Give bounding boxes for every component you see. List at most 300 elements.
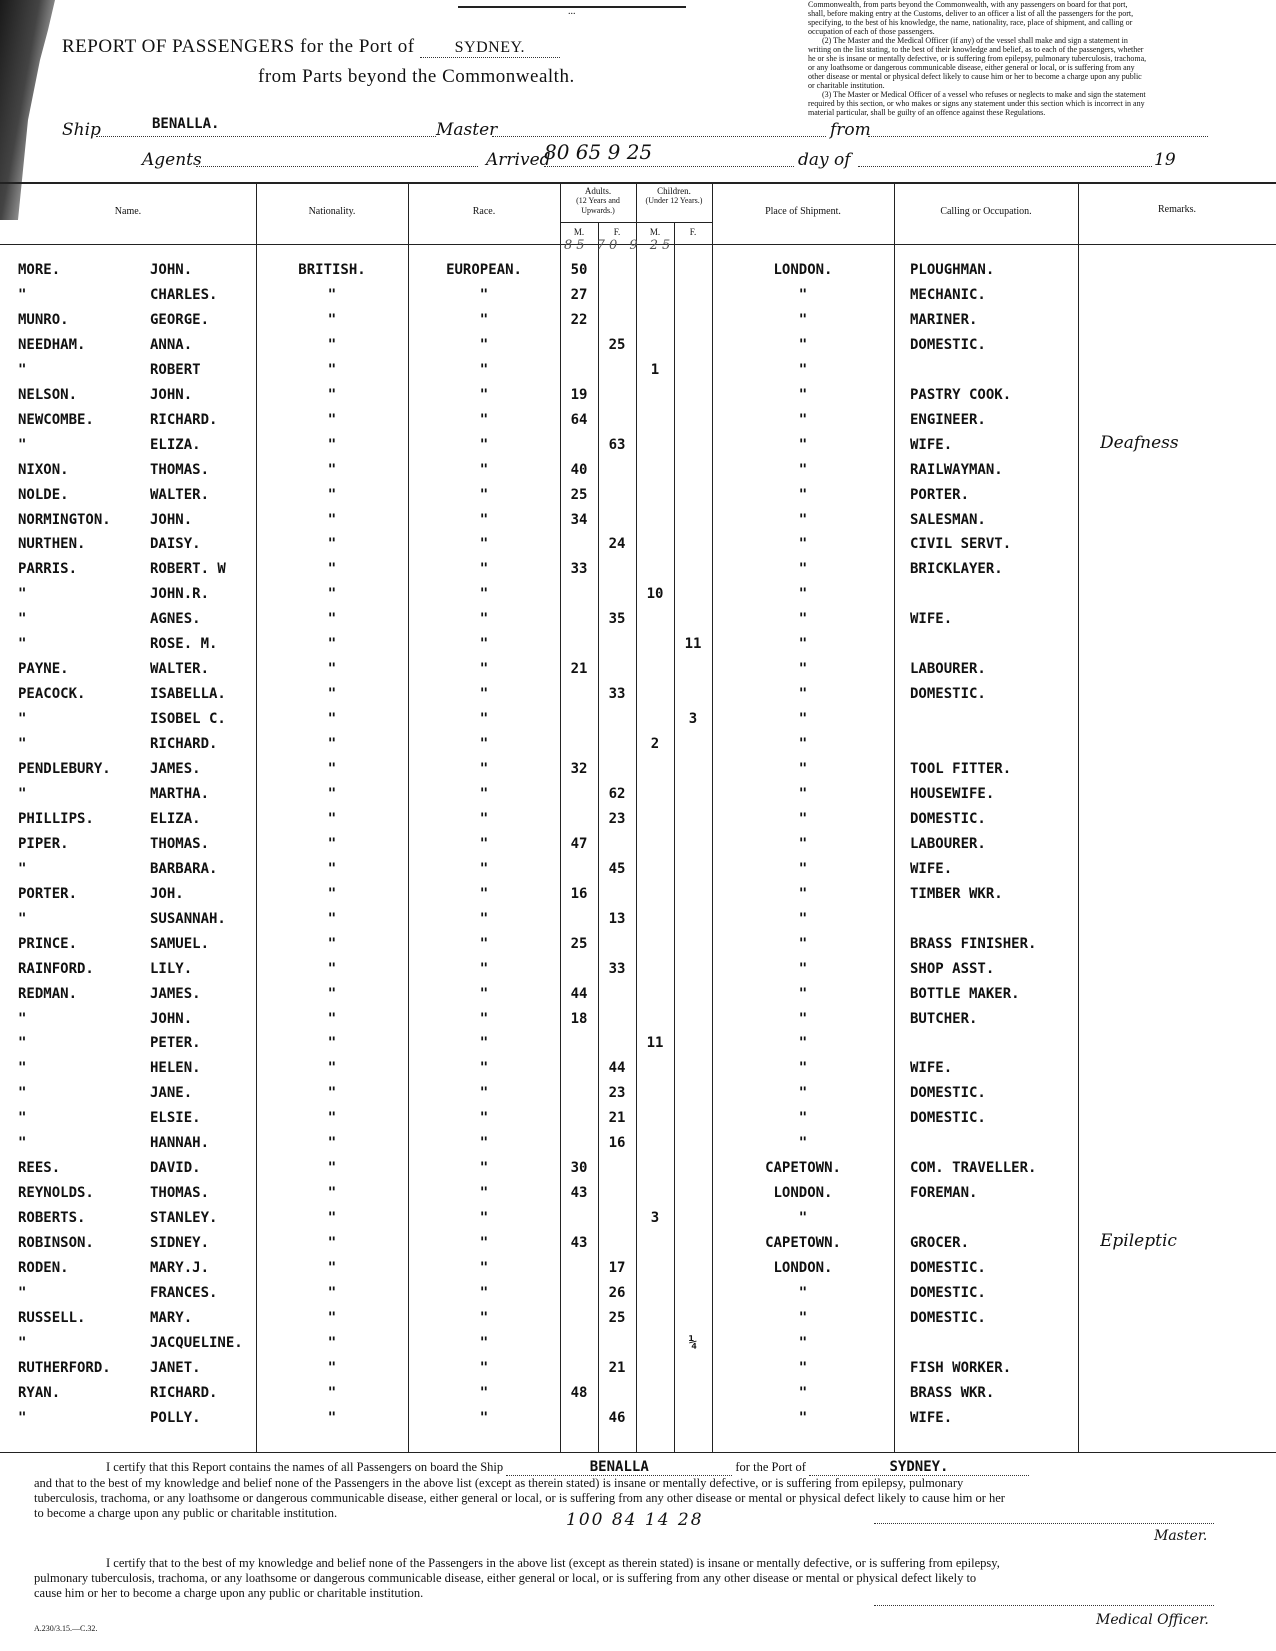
given-name-cell: HELEN. xyxy=(150,1060,201,1077)
nationality-cell: " xyxy=(327,1185,337,1202)
adult-male-age-cell: 16 xyxy=(570,885,588,902)
surname-cell: REDMAN. xyxy=(18,985,78,1002)
given-name-cell: GEORGE. xyxy=(150,311,210,328)
children-sub: (Under 12 Years.) xyxy=(645,196,703,205)
adult-male-age-cell: 21 xyxy=(570,661,588,678)
passenger-row xyxy=(0,561,1276,583)
nationality-cell: " xyxy=(327,686,337,703)
passenger-row xyxy=(0,1011,1276,1033)
occupation-cell: PORTER. xyxy=(910,486,970,503)
master-label: Master xyxy=(436,120,498,140)
nationality-cell: " xyxy=(327,835,337,852)
occupation-cell: LABOURER. xyxy=(910,661,986,678)
race-cell: " xyxy=(479,1284,489,1301)
adult-male-age-cell: 33 xyxy=(570,561,588,578)
form-code: A.230/3.15.—C.32. xyxy=(34,1624,98,1633)
report-title xyxy=(62,36,560,58)
nationality-cell: " xyxy=(327,860,337,877)
passenger-row xyxy=(0,911,1276,933)
adult-female-age-cell: 21 xyxy=(608,1110,626,1127)
table-bottom-rule xyxy=(0,1452,1276,1453)
nationality-cell: " xyxy=(327,486,337,503)
master-field xyxy=(492,116,826,137)
given-name-cell: HANNAH. xyxy=(150,1135,210,1152)
regulation-line: shall, before making entry at the Customs, deliver to an officer a list of all the passengers for the port, xyxy=(808,9,1134,18)
surname-cell: " xyxy=(18,436,27,453)
adult-female-age-cell: 25 xyxy=(608,1309,626,1326)
place-of-shipment-cell: " xyxy=(798,686,808,703)
given-name-cell: JOH. xyxy=(150,885,184,902)
surname-cell: PORTER. xyxy=(18,885,78,902)
given-name-cell: SUSANNAH. xyxy=(150,910,226,927)
place-of-shipment-cell: " xyxy=(798,1409,808,1426)
nationality-cell: " xyxy=(327,910,337,927)
ship-field xyxy=(96,116,436,137)
passenger-row xyxy=(0,711,1276,733)
place-of-shipment-cell: " xyxy=(798,436,808,453)
place-of-shipment-cell: " xyxy=(798,286,808,303)
passenger-row xyxy=(0,1185,1276,1207)
nationality-cell: " xyxy=(327,1035,337,1052)
occupation-cell: HOUSEWIFE. xyxy=(910,785,995,802)
cert2-line: pulmonary tuberculosis, trachoma, or any loathsome or dangerous communicable disease, either general or local, or is suffering from any other disease or mental or physical defect likely to xyxy=(34,1571,977,1585)
medical-officer-label: Medical Officer. xyxy=(1096,1612,1209,1628)
surname-cell: " xyxy=(18,286,27,303)
adult-female-age-cell: 25 xyxy=(608,336,626,353)
medical-certificate xyxy=(34,1556,1276,1601)
regulation-line: or charitable institution. xyxy=(808,81,885,90)
occupation-cell: DOMESTIC. xyxy=(910,1284,986,1301)
port-field: SYDNEY. xyxy=(420,39,560,58)
occupation-cell: BRASS FINISHER. xyxy=(910,935,1037,952)
occupation-cell: BUTCHER. xyxy=(910,1010,978,1027)
surname-cell: " xyxy=(18,1409,27,1426)
child-female-age-cell: 3 xyxy=(688,711,698,728)
adult-male-age-cell: 19 xyxy=(570,386,588,403)
occupation-cell: LABOURER. xyxy=(910,835,986,852)
given-name-cell: FRANCES. xyxy=(150,1284,218,1301)
cert1-port-label: for the Port of xyxy=(735,1460,806,1474)
passenger-row xyxy=(0,786,1276,808)
given-name-cell: ROBERT xyxy=(150,361,201,378)
surname-cell: " xyxy=(18,1035,27,1052)
given-name-cell: PETER. xyxy=(150,1035,201,1052)
occupation-cell: SALESMAN. xyxy=(910,511,986,528)
surname-cell: ROBERTS. xyxy=(18,1210,86,1227)
nationality-cell: " xyxy=(327,985,337,1002)
occupation-cell: ENGINEER. xyxy=(910,411,986,428)
adult-female-age-cell: 17 xyxy=(608,1260,626,1276)
ship-value: BENALLA. xyxy=(152,116,220,132)
passenger-row xyxy=(0,1231,1276,1257)
passenger-row xyxy=(0,462,1276,484)
nationality-cell: BRITISH. xyxy=(298,262,366,278)
surname-cell: " xyxy=(18,1060,27,1077)
race-cell: " xyxy=(479,1334,489,1351)
place-of-shipment-cell: " xyxy=(798,1110,808,1127)
place-of-shipment-cell: " xyxy=(798,1334,808,1351)
day-of-field xyxy=(858,146,1152,167)
place-of-shipment-cell: " xyxy=(798,1359,808,1376)
place-of-shipment-cell: " xyxy=(798,1309,808,1326)
child-male-age-cell: 10 xyxy=(646,586,664,603)
passenger-row xyxy=(0,337,1276,359)
place-of-shipment-cell: " xyxy=(798,661,808,678)
nationality-cell: " xyxy=(327,885,337,902)
surname-cell: PHILLIPS. xyxy=(18,810,94,827)
place-of-shipment-cell: " xyxy=(798,511,808,528)
race-cell: " xyxy=(479,586,489,603)
passenger-row xyxy=(0,1085,1276,1107)
adult-female-age-cell: 21 xyxy=(608,1359,626,1376)
cert2-line: I certify that to the best of my knowledge and belief none of the Passengers in the above list (except as therein stated) is insane or mentally defective, or is suffering from epilepsy, xyxy=(106,1556,1000,1570)
passenger-row xyxy=(0,986,1276,1008)
surname-cell: " xyxy=(18,1284,27,1301)
nationality-cell: " xyxy=(327,286,337,303)
col-header-calling: Calling or Occupation. xyxy=(940,206,1032,217)
surname-cell: RYAN. xyxy=(18,1384,61,1401)
child-female-age-cell: ¼ xyxy=(688,1334,698,1351)
surname-cell: PIPER. xyxy=(18,835,69,852)
race-cell: " xyxy=(479,1409,489,1426)
occupation-cell: WIFE. xyxy=(910,1060,953,1077)
year-label: 19 xyxy=(1154,150,1176,170)
given-name-cell: JANE. xyxy=(150,1085,193,1102)
nationality-cell: " xyxy=(327,1210,337,1227)
passenger-row xyxy=(0,362,1276,384)
surname-cell: " xyxy=(18,1085,27,1102)
surname-cell: " xyxy=(18,636,27,653)
adult-male-age-cell: 43 xyxy=(570,1235,588,1252)
child-male-age-cell: 1 xyxy=(650,361,660,378)
given-name-cell: ISOBEL C. xyxy=(150,711,226,728)
adult-female-age-cell: 16 xyxy=(608,1135,626,1152)
place-of-shipment-cell: " xyxy=(798,611,808,628)
occupation-cell: BRICKLAYER. xyxy=(910,561,1003,578)
race-cell: " xyxy=(479,1309,489,1326)
nationality-cell: " xyxy=(327,1409,337,1426)
surname-cell: " xyxy=(18,860,27,877)
col-header-adult-f: F. xyxy=(613,227,621,237)
adult-male-age-cell: 48 xyxy=(570,1384,588,1401)
occupation-cell: RAILWAYMAN. xyxy=(910,461,1003,478)
surname-cell: " xyxy=(18,1334,27,1351)
col-header-adults xyxy=(560,186,636,216)
passenger-row xyxy=(0,1210,1276,1232)
regulations-block xyxy=(808,0,1276,117)
cert1-ship-field: BENALLA xyxy=(506,1460,732,1476)
adult-female-age-cell: 13 xyxy=(608,910,626,927)
place-of-shipment-cell: " xyxy=(798,960,808,977)
master-signature-line xyxy=(874,1522,1214,1524)
place-of-shipment-cell: " xyxy=(798,311,808,328)
adult-male-age-cell: 40 xyxy=(570,461,588,478)
master-certificate xyxy=(34,1460,1276,1521)
nationality-cell: " xyxy=(327,935,337,952)
passenger-row xyxy=(0,1335,1276,1357)
adult-male-age-cell: 64 xyxy=(570,411,588,428)
regulation-line: other disease or mental or physical defect likely to cause him or her to become a charge upon any public xyxy=(808,72,1142,81)
occupation-cell: FOREMAN. xyxy=(910,1185,978,1202)
regulation-line: writing on the list stating, to the best of their knowledge and belief, as to each of the passengers, whether xyxy=(808,45,1144,54)
passenger-row xyxy=(0,512,1276,534)
race-cell: " xyxy=(479,711,489,728)
col-header-name: Name. xyxy=(114,206,142,217)
given-name-cell: MARY.J. xyxy=(150,1260,210,1276)
col-header-remarks: Remarks. xyxy=(1157,204,1197,215)
agents-label: Agents xyxy=(142,150,202,170)
place-of-shipment-cell: " xyxy=(798,761,808,777)
place-of-shipment-cell: " xyxy=(798,810,808,827)
nationality-cell: " xyxy=(327,461,337,478)
place-of-shipment-cell: " xyxy=(798,785,808,802)
nationality-cell: " xyxy=(327,1309,337,1326)
hand-totals-bottom: 100 84 14 28 xyxy=(566,1510,704,1530)
passenger-row xyxy=(0,661,1276,683)
race-cell: " xyxy=(479,910,489,927)
adult-female-age-cell: 63 xyxy=(608,436,626,453)
adult-male-age-cell: 22 xyxy=(570,311,588,328)
race-cell: " xyxy=(479,361,489,378)
passenger-row xyxy=(0,262,1276,284)
surname-cell: PENDLEBURY. xyxy=(18,761,111,777)
passenger-row xyxy=(0,636,1276,658)
passenger-row xyxy=(0,961,1276,983)
given-name-cell: ELIZA. xyxy=(150,436,201,453)
occupation-cell: FISH WORKER. xyxy=(910,1359,1012,1376)
adult-female-age-cell: 45 xyxy=(608,860,626,877)
given-name-cell: SAMUEL. xyxy=(150,935,210,952)
nationality-cell: " xyxy=(327,411,337,428)
place-of-shipment-cell: " xyxy=(798,860,808,877)
occupation-cell: MARINER. xyxy=(910,311,978,328)
given-name-cell: DAISY. xyxy=(150,536,201,553)
surname-cell: MUNRO. xyxy=(18,311,69,328)
race-cell: " xyxy=(479,1160,489,1177)
passenger-row xyxy=(0,1310,1276,1332)
nationality-cell: " xyxy=(327,1260,337,1276)
place-of-shipment-cell: " xyxy=(798,1085,808,1102)
surname-cell: " xyxy=(18,611,27,628)
race-cell: " xyxy=(479,511,489,528)
nationality-cell: " xyxy=(327,1110,337,1127)
passenger-row xyxy=(0,736,1276,758)
race-cell: " xyxy=(479,960,489,977)
master-label: Master. xyxy=(1154,1528,1208,1544)
surname-cell: " xyxy=(18,785,27,802)
nationality-cell: " xyxy=(327,1235,337,1252)
race-cell: " xyxy=(479,785,489,802)
given-name-cell: RICHARD. xyxy=(150,1384,218,1401)
given-name-cell: JOHN. xyxy=(150,386,193,403)
given-name-cell: ANNA. xyxy=(150,336,193,353)
adults-sub: (12 Years and Upwards.) xyxy=(576,196,620,215)
given-name-cell: JOHN.R. xyxy=(150,586,210,603)
race-cell: " xyxy=(479,810,489,827)
nationality-cell: " xyxy=(327,785,337,802)
given-name-cell: LILY. xyxy=(150,960,193,977)
adult-female-age-cell: 33 xyxy=(608,686,626,703)
race-cell: " xyxy=(479,561,489,578)
place-of-shipment-cell: " xyxy=(798,1284,808,1301)
nationality-cell: " xyxy=(327,1359,337,1376)
child-male-age-cell: 11 xyxy=(646,1035,664,1052)
passenger-row xyxy=(0,1110,1276,1132)
given-name-cell: ISABELLA. xyxy=(150,686,226,703)
regulation-line: he or she is insane or mentally defective, or is suffering from epilepsy, pulmonary tuberculosis, trachoma, xyxy=(808,54,1147,63)
occupation-cell: WIFE. xyxy=(910,611,953,628)
given-name-cell: THOMAS. xyxy=(150,835,210,852)
given-name-cell: THOMAS. xyxy=(150,461,210,478)
passenger-row xyxy=(0,586,1276,608)
ship-label: Ship xyxy=(62,120,101,140)
occupation-cell: DOMESTIC. xyxy=(910,1260,986,1276)
race-cell: " xyxy=(479,1384,489,1401)
occupation-cell: DOMESTIC. xyxy=(910,1085,986,1102)
nationality-cell: " xyxy=(327,361,337,378)
race-cell: " xyxy=(479,661,489,678)
surname-cell: " xyxy=(18,1010,27,1027)
surname-cell: PAYNE. xyxy=(18,661,69,678)
race-cell: " xyxy=(479,1210,489,1227)
nationality-cell: " xyxy=(327,1384,337,1401)
race-cell: " xyxy=(479,536,489,553)
col-header-nationality: Nationality. xyxy=(308,206,356,217)
given-name-cell: ELIZA. xyxy=(150,810,201,827)
nationality-cell: " xyxy=(327,1334,337,1351)
nationality-cell: " xyxy=(327,761,337,777)
occupation-cell: DOMESTIC. xyxy=(910,1309,986,1326)
occupation-cell: PLOUGHMAN. xyxy=(910,262,995,278)
surname-cell: NORMINGTON. xyxy=(18,511,111,528)
surname-cell: NEWCOMBE. xyxy=(18,411,94,428)
regulation-line: specifying, to the best of his knowledge, the name, nationality, race, place of shipment, and calling or xyxy=(808,18,1133,27)
nationality-cell: " xyxy=(327,1160,337,1177)
place-of-shipment-cell: " xyxy=(798,835,808,852)
surname-cell: " xyxy=(18,910,27,927)
col-header-place: Place of Shipment. xyxy=(765,206,841,217)
remark-cell: Deafness xyxy=(1100,432,1179,453)
agents-field xyxy=(196,146,478,167)
regulation-line: (2) The Master and the Medical Officer (if any) of the vessel shall make and sign a statement in xyxy=(822,36,1128,45)
nationality-cell: " xyxy=(327,511,337,528)
col-header-race: Race. xyxy=(472,206,496,217)
given-name-cell: MARY. xyxy=(150,1309,193,1326)
regulation-line: required by this section, or who makes or signs any statement under this section which is incorrect in any xyxy=(808,99,1145,108)
occupation-cell: DOMESTIC. xyxy=(910,686,986,703)
given-name-cell: MARTHA. xyxy=(150,785,210,802)
place-of-shipment-cell: CAPETOWN. xyxy=(765,1235,841,1252)
place-of-shipment-cell: " xyxy=(798,1060,808,1077)
place-of-shipment-cell: " xyxy=(798,586,808,603)
place-of-shipment-cell: " xyxy=(798,411,808,428)
surname-cell: NOLDE. xyxy=(18,486,69,503)
nationality-cell: " xyxy=(327,1284,337,1301)
passenger-row xyxy=(0,886,1276,908)
place-of-shipment-cell: " xyxy=(798,1210,808,1227)
regulation-line: material particular, shall be guilty of an offence against these Regulations. xyxy=(808,108,1046,117)
col-header-children xyxy=(636,186,712,206)
adult-female-age-cell: 46 xyxy=(608,1409,626,1426)
race-cell: " xyxy=(479,1135,489,1152)
nationality-cell: " xyxy=(327,1060,337,1077)
race-cell: " xyxy=(479,885,489,902)
race-cell: " xyxy=(479,1185,489,1202)
surname-cell: RODEN. xyxy=(18,1260,69,1276)
passenger-row xyxy=(0,536,1276,558)
passenger-row xyxy=(0,811,1276,833)
remark-cell: Epileptic xyxy=(1100,1231,1177,1252)
passenger-row xyxy=(0,1285,1276,1307)
place-of-shipment-cell: LONDON. xyxy=(773,1185,833,1202)
place-of-shipment-cell: CAPETOWN. xyxy=(765,1160,841,1177)
occupation-cell: DOMESTIC. xyxy=(910,810,986,827)
nationality-cell: " xyxy=(327,711,337,728)
surname-cell: ROBINSON. xyxy=(18,1235,94,1252)
adult-male-age-cell: 18 xyxy=(570,1010,588,1027)
surname-cell: NURTHEN. xyxy=(18,536,86,553)
race-cell: " xyxy=(479,761,489,777)
report-subtitle: from Parts beyond the Commonwealth. xyxy=(258,66,575,87)
hand-totals-top: 85 70 9 25 xyxy=(564,238,675,253)
place-of-shipment-cell: " xyxy=(798,711,808,728)
nationality-cell: " xyxy=(327,810,337,827)
passenger-row xyxy=(0,1260,1276,1282)
given-name-cell: CHARLES. xyxy=(150,286,218,303)
race-cell: " xyxy=(479,286,489,303)
passenger-row xyxy=(0,861,1276,883)
passenger-row xyxy=(0,387,1276,409)
given-name-cell: DAVID. xyxy=(150,1160,201,1177)
cert1-line: tuberculosis, trachoma, or any loathsome or dangerous communicable disease, either general or local, or is suffering from any other disease or mental or physical defect likely to cause him or her xyxy=(34,1491,1005,1505)
adult-male-age-cell: 50 xyxy=(570,262,588,278)
race-cell: " xyxy=(479,386,489,403)
race-cell: " xyxy=(479,985,489,1002)
adult-male-age-cell: 44 xyxy=(570,985,588,1002)
age-subheader-rule xyxy=(560,222,712,223)
race-cell: " xyxy=(479,860,489,877)
nationality-cell: " xyxy=(327,536,337,553)
surname-cell: RUTHERFORD. xyxy=(18,1359,111,1376)
surname-cell: RAINFORD. xyxy=(18,960,94,977)
place-of-shipment-cell: " xyxy=(798,985,808,1002)
day-of-label: day of xyxy=(798,150,851,170)
adult-male-age-cell: 25 xyxy=(570,486,588,503)
surname-cell: PRINCE. xyxy=(18,935,78,952)
race-cell: " xyxy=(479,486,489,503)
place-of-shipment-cell: " xyxy=(798,561,808,578)
nationality-cell: " xyxy=(327,1085,337,1102)
place-of-shipment-cell: " xyxy=(798,1010,808,1027)
given-name-cell: JOHN. xyxy=(150,511,193,528)
race-cell: " xyxy=(479,1060,489,1077)
race-cell: " xyxy=(479,611,489,628)
passenger-row xyxy=(0,761,1276,783)
passenger-row xyxy=(0,1035,1276,1057)
race-cell: " xyxy=(479,1035,489,1052)
passenger-row xyxy=(0,686,1276,708)
race-cell: " xyxy=(479,1235,489,1252)
passenger-row xyxy=(0,287,1276,309)
adult-female-age-cell: 26 xyxy=(608,1284,626,1301)
cert1-text: I certify that this Report contains the names of all Passengers on board the Ship xyxy=(106,1460,504,1474)
place-of-shipment-cell: " xyxy=(798,636,808,653)
passenger-row xyxy=(0,1060,1276,1082)
race-cell: " xyxy=(479,835,489,852)
passenger-row xyxy=(0,1360,1276,1382)
surname-cell: " xyxy=(18,1110,27,1127)
passenger-row xyxy=(0,312,1276,334)
